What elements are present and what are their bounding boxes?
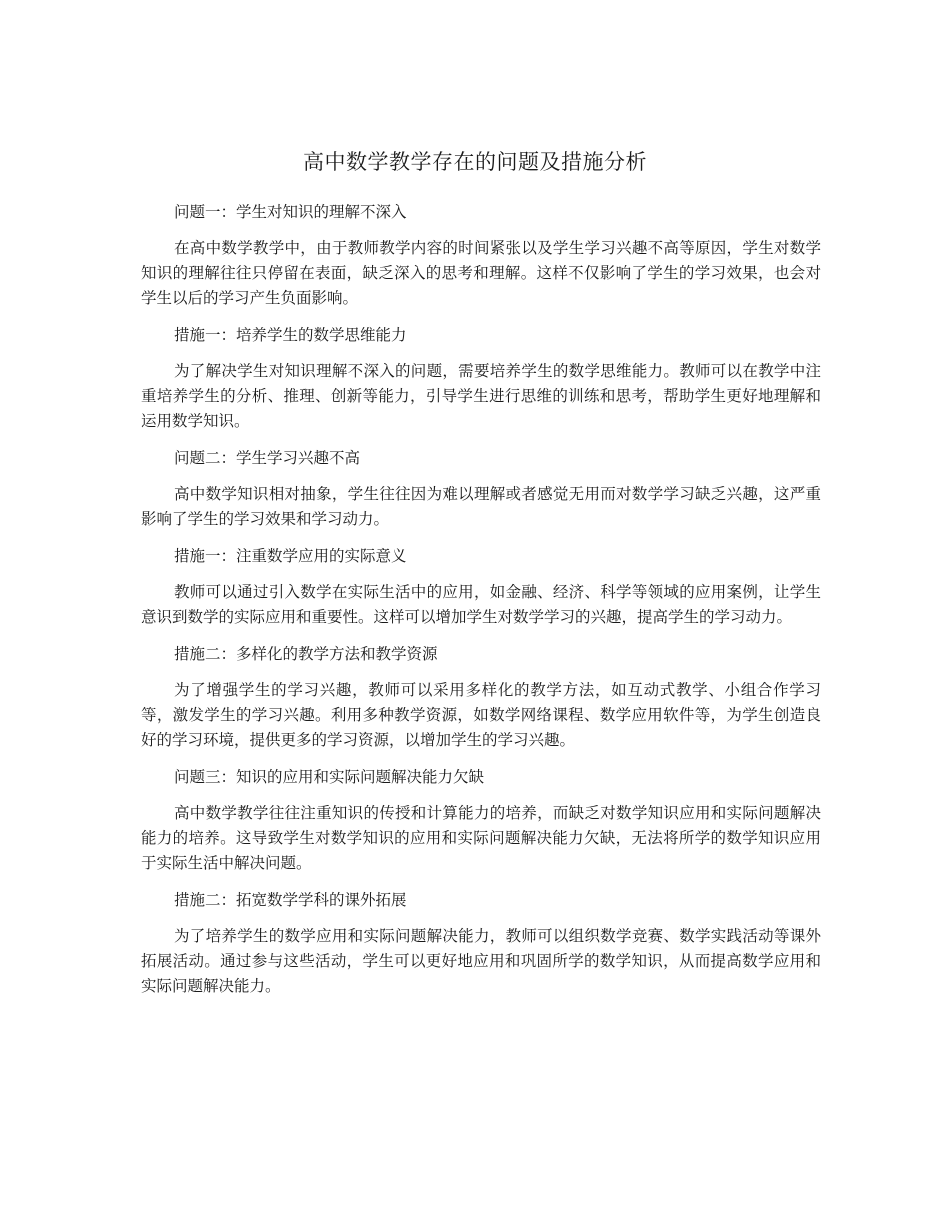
section-paragraph-problem-1: 在高中数学教学中，由于教师教学内容的时间紧张以及学生学习兴趣不高等原因，学生对数学知识的理解往往只停留在表面，缺乏深入的思考和理解。这样不仅影响了学生的学习效果，也会对学生以后的学习产生负面影响。 [141, 239, 821, 307]
section-paragraph-problem-2: 高中数学知识相对抽象，学生往往因为难以理解或者感觉无用而对数学学习缺乏兴趣，这严重影响了学生的学习效果和学习动力。 [141, 485, 821, 528]
section-heading-problem-3: 问题三：知识的应用和实际问题解决能力欠缺 [174, 768, 485, 786]
section-paragraph-measure-2b: 为了培养学生的数学应用和实际问题解决能力，教师可以组织数学竞赛、数学实践活动等课外拓展活动。通过参与这些活动，学生可以更好地应用和巩固所学的数学知识，从而提高数学应用和实际问题解决能力。 [141, 927, 821, 995]
section-heading-measure-1: 措施一：培养学生的数学思维能力 [174, 326, 407, 344]
section-paragraph-measure-1: 为了解决学生对知识理解不深入的问题，需要培养学生的数学思维能力。教师可以在教学中注重培养学生的分析、推理、创新等能力，引导学生进行思维的训练和思考，帮助学生更好地理解和运用数学知识。 [141, 362, 821, 430]
document-body [141, 200, 821, 1011]
section-heading-problem-2: 问题二：学生学习兴趣不高 [174, 449, 361, 467]
section-paragraph-measure-1b: 教师可以通过引入数学在实际生活中的应用，如金融、经济、科学等领域的应用案例，让学生意识到数学的实际应用和重要性。这样可以增加学生对数学学习的兴趣，提高学生的学习动力。 [141, 583, 821, 626]
section-heading-measure-1b: 措施一：注重数学应用的实际意义 [174, 547, 407, 565]
section-heading-problem-1: 问题一：学生对知识的理解不深入 [174, 203, 407, 221]
section-heading-measure-2b: 措施二：拓宽数学学科的课外拓展 [174, 891, 407, 909]
section-heading-measure-2: 措施二：多样化的教学方法和教学资源 [174, 645, 438, 663]
section-paragraph-problem-3: 高中数学教学往往注重知识的传授和计算能力的培养，而缺乏对数学知识应用和实际问题解决能力的培养。这导致学生对数学知识的应用和实际问题解决能力欠缺，无法将所学的数学知识应用于实际生活中解决问题。 [141, 804, 821, 872]
document-title: 高中数学教学存在的问题及措施分析 [303, 150, 647, 174]
section-paragraph-measure-2: 为了增强学生的学习兴趣，教师可以采用多样化的教学方法，如互动式教学、小组合作学习等，激发学生的学习兴趣。利用多种教学资源，如数学网络课程、数学应用软件等，为学生创造良好的学习环境，提供更多的学习资源，以增加学生的学习兴趣。 [141, 681, 821, 749]
